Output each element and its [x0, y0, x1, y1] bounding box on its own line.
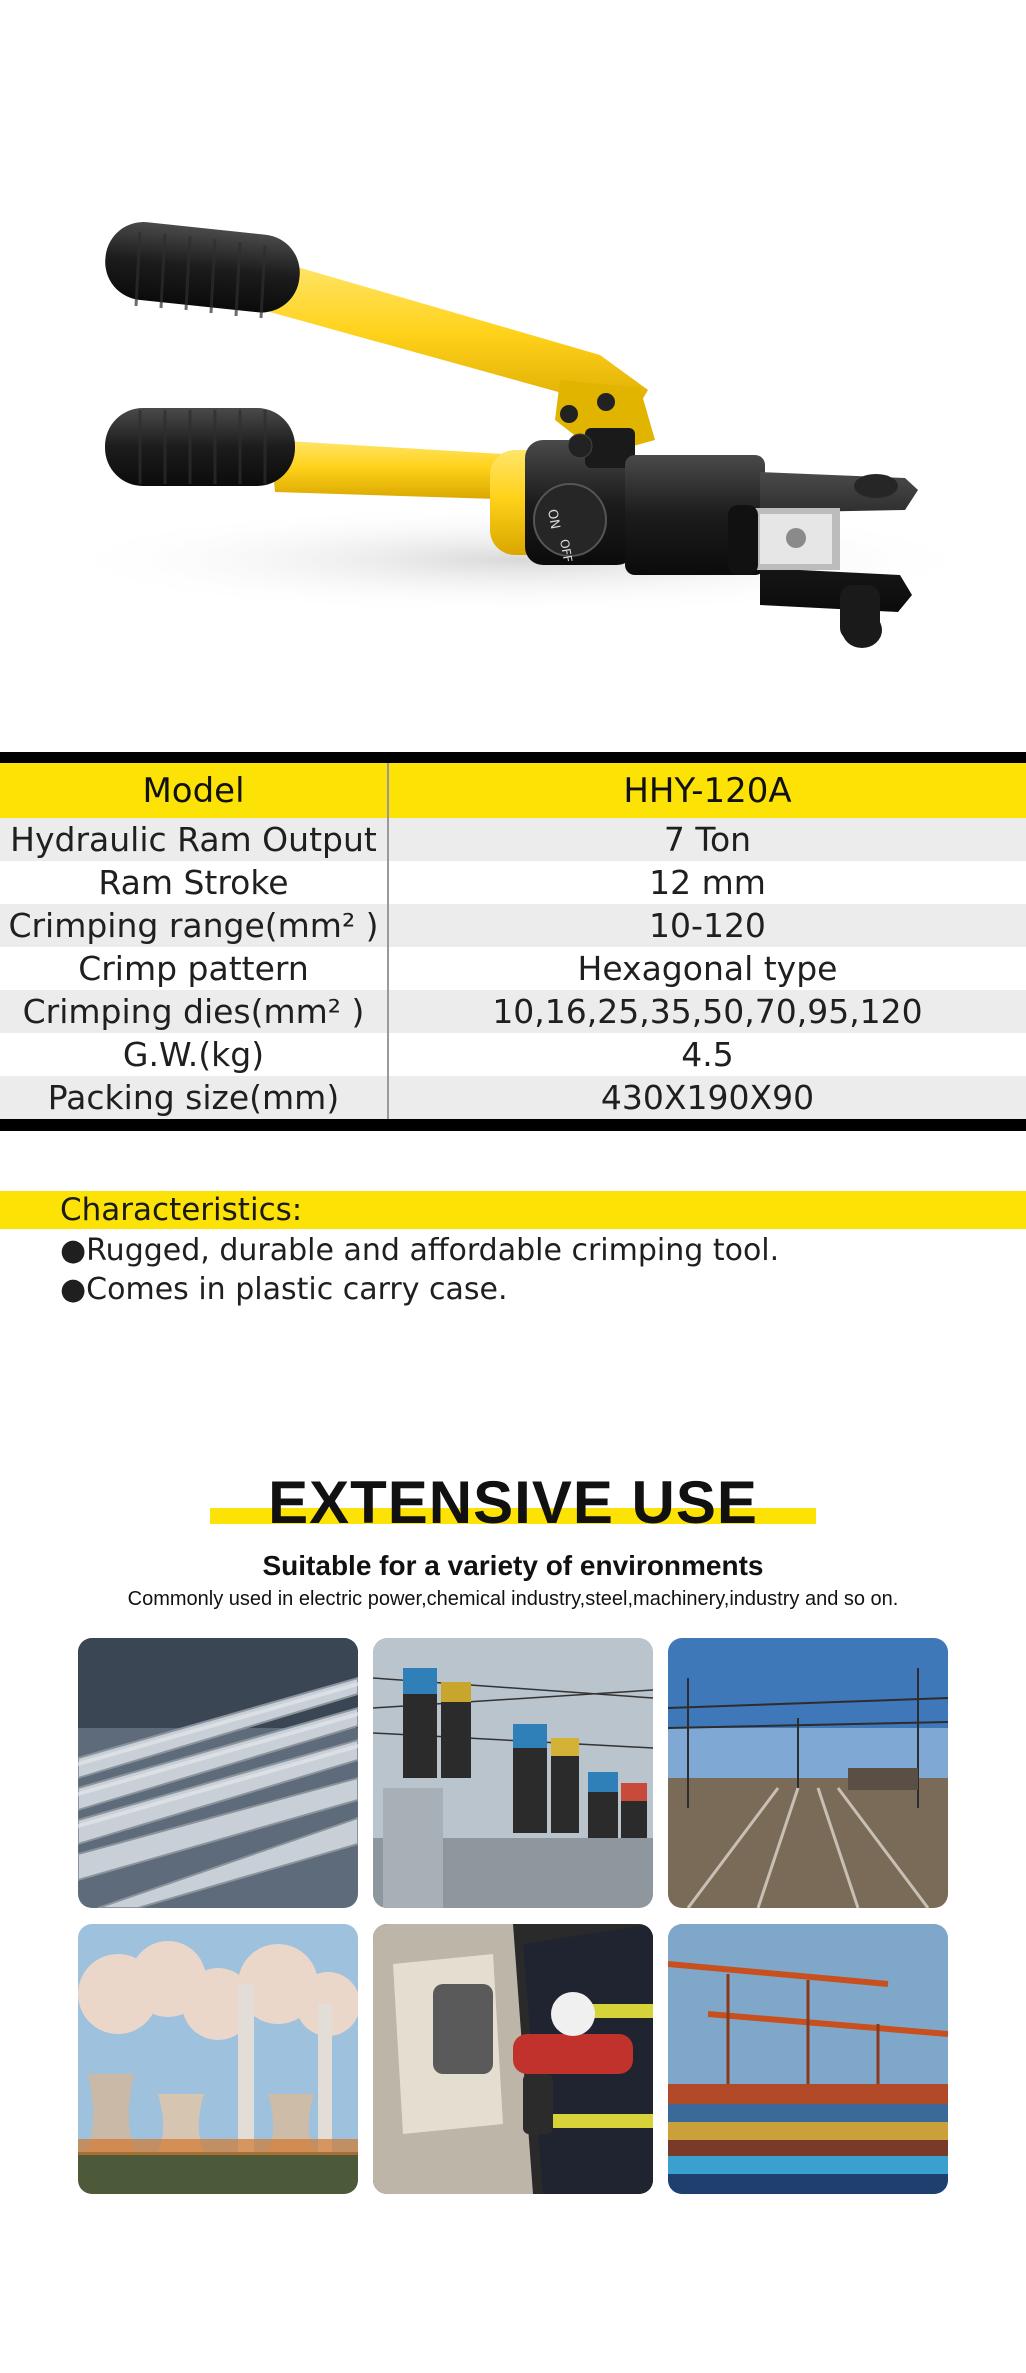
spec-label: Crimp pattern [0, 947, 388, 990]
extensive-use-subtitle: Suitable for a variety of environments [262, 1550, 764, 1581]
table-row [0, 1076, 1026, 1119]
spec-label: G.W.(kg) [0, 1033, 388, 1076]
photo-firefighter-with-tool [373, 1924, 653, 2194]
spec-value: 7 Ton [388, 818, 1026, 861]
table-header-row [0, 763, 1026, 818]
header-model-value: HHY-120A [388, 763, 1026, 818]
spec-label: Crimping range(mm² ) [0, 904, 388, 947]
characteristic-item: ●Rugged, durable and affordable crimping tool. [60, 1233, 780, 1268]
spec-value: Hexagonal type [388, 947, 1026, 990]
spec-value: 4.5 [388, 1033, 1026, 1076]
table-row [0, 861, 1026, 904]
photo-power-plant [78, 1924, 358, 2194]
spec-value: 10-120 [388, 904, 1026, 947]
specification-table [0, 752, 1026, 1131]
spec-label: Ram Stroke [0, 861, 388, 904]
spec-value: 430X190X90 [388, 1076, 1026, 1119]
table-row [0, 818, 1026, 861]
spec-label: Packing size(mm) [0, 1076, 388, 1119]
characteristics-title: Characteristics: [60, 1192, 303, 1228]
header-model-label: Model [0, 763, 388, 818]
photo-power-insulators [373, 1638, 653, 1908]
extensive-use-title: EXTENSIVE USE [268, 1469, 758, 1536]
photo-railway [668, 1638, 948, 1908]
photo-industrial-pipes [78, 1638, 358, 1908]
extensive-use-description: Commonly used in electric power,chemical industry,steel,machinery,industry and so on. [127, 1588, 899, 1610]
spec-value: 10,16,25,35,50,70,95,120 [388, 990, 1026, 1033]
dial-off-label: OFF [557, 538, 575, 564]
table-row [0, 1033, 1026, 1076]
table-row [0, 947, 1026, 990]
characteristic-item: ●Comes in plastic carry case. [60, 1272, 508, 1307]
spec-value: 12 mm [388, 861, 1026, 904]
spec-label: Crimping dies(mm² ) [0, 990, 388, 1033]
table-row [0, 990, 1026, 1033]
characteristics-header-bar [0, 1191, 1026, 1229]
product-image-hydraulic-crimping-tool [0, 0, 1026, 740]
dial-on-label: ON [544, 508, 563, 531]
table-row [0, 904, 1026, 947]
spec-label: Hydraulic Ram Output [0, 818, 388, 861]
photo-container-port [668, 1924, 948, 2194]
